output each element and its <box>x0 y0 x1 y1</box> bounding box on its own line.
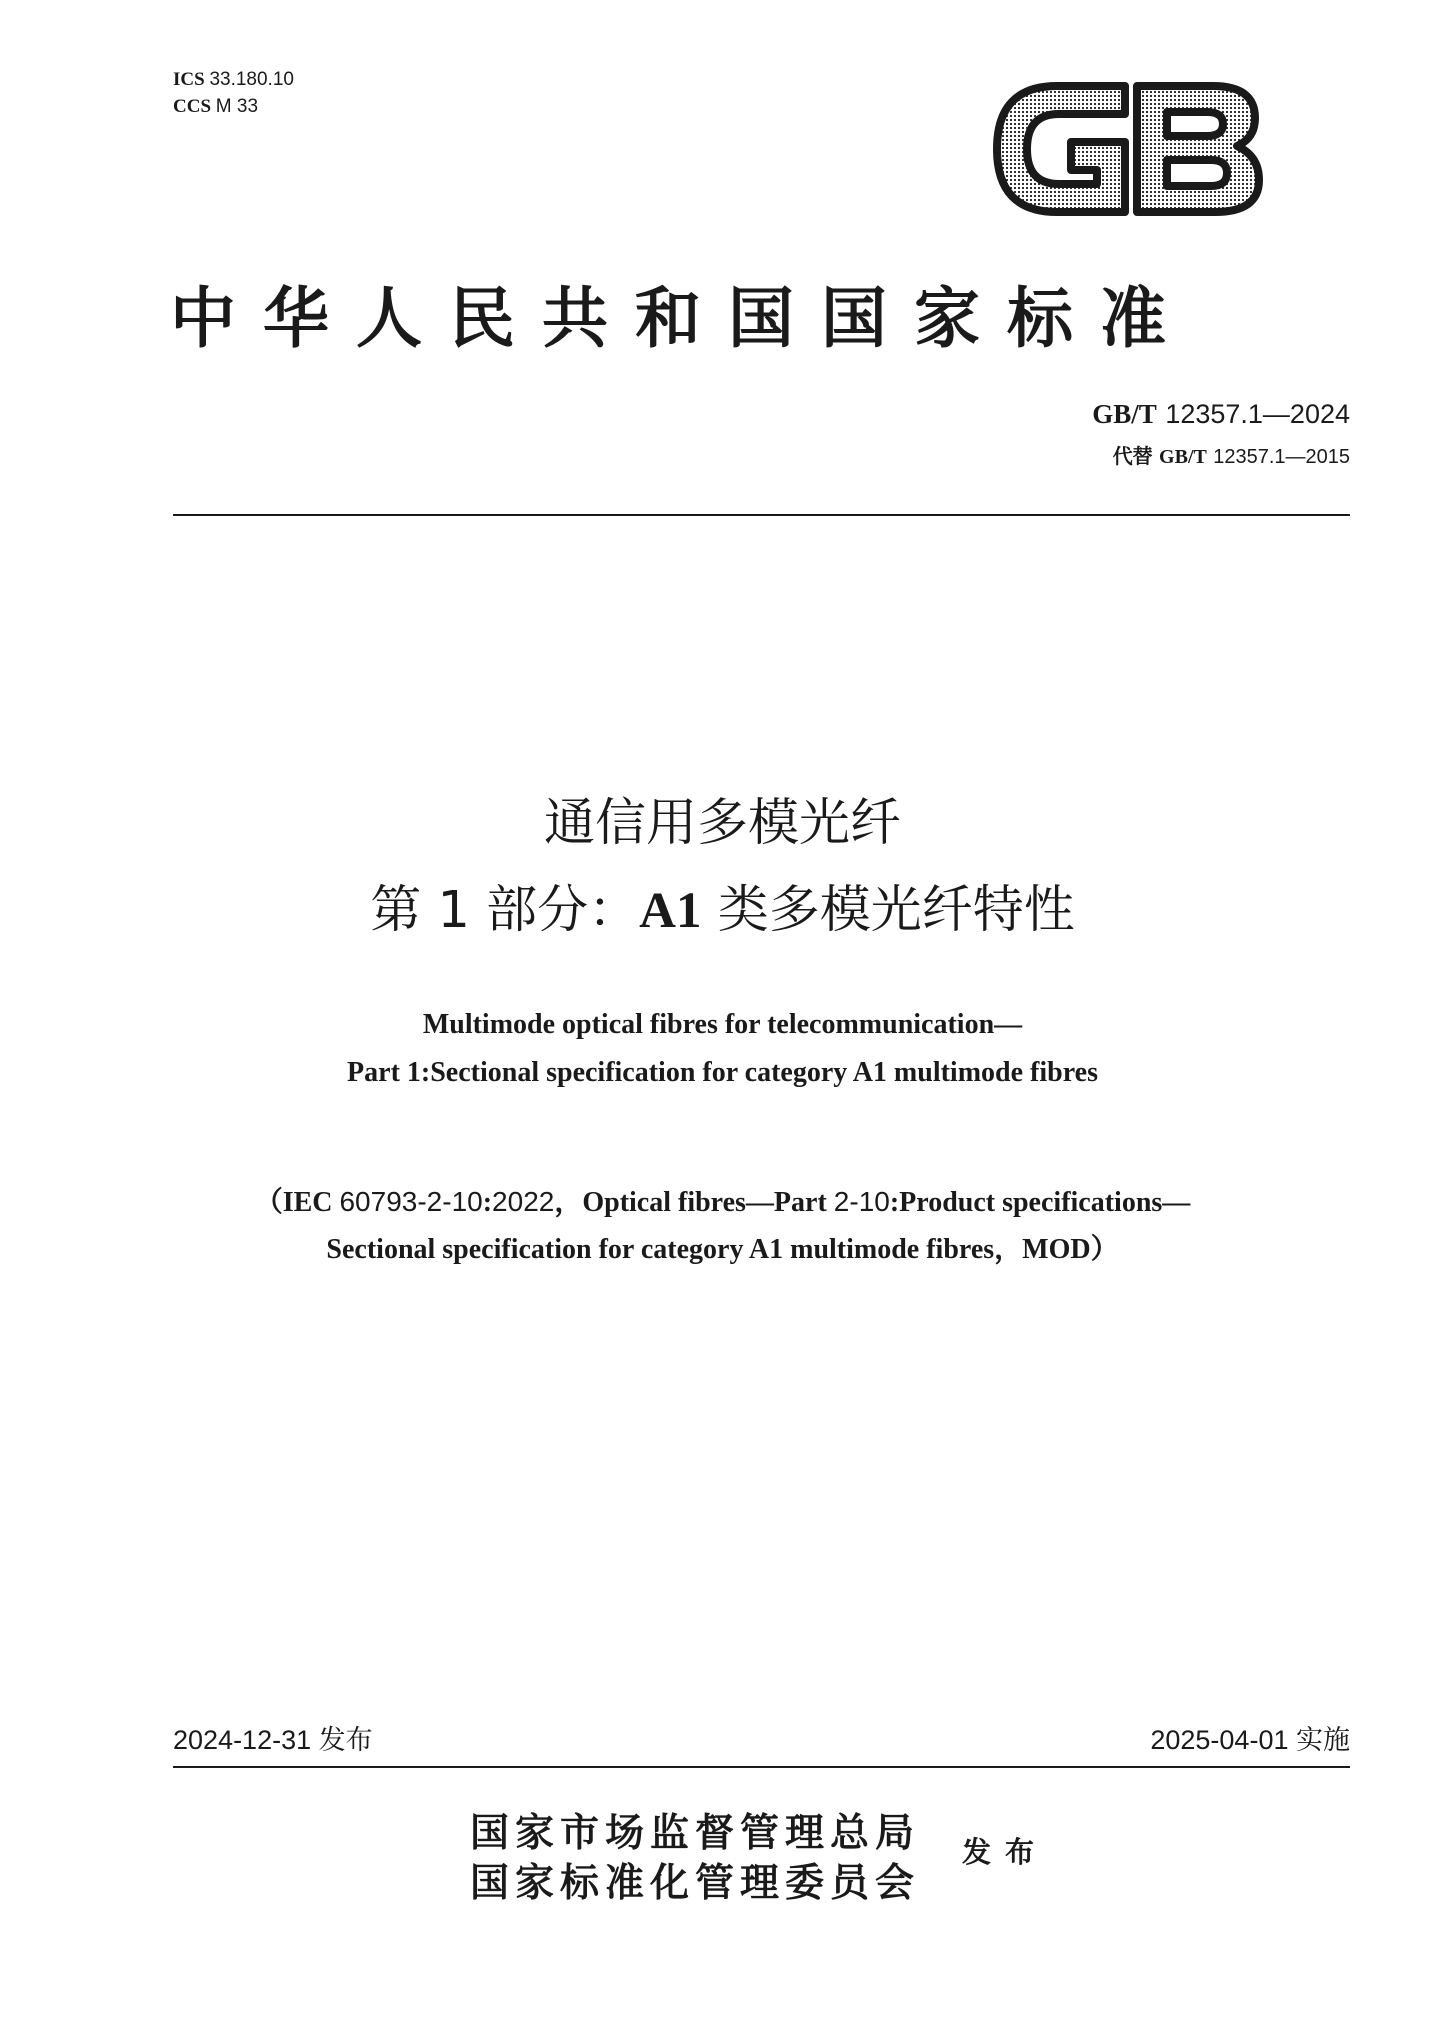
equiv-part-a: （IEC <box>254 1187 340 1218</box>
standard-number-prefix: GB/T <box>1092 399 1157 429</box>
ccs-code: M 33 <box>215 96 259 117</box>
ccs-line <box>173 93 294 120</box>
equiv-part-e: ，Optical fibres—Part <box>554 1187 834 1218</box>
header-divider <box>173 514 1350 516</box>
replaces-number: 12357.1—2015 <box>1213 446 1350 468</box>
equiv-part-f: 2-10 <box>833 1186 890 1217</box>
issuer-line2: 国家标准化管理委员会 <box>470 1860 921 1906</box>
equiv-part-g: :Product specifications— <box>889 1187 1191 1218</box>
title-en-line2: Part 1:Sectional specification for category A1 multimode fibres <box>347 1057 1098 1088</box>
ics-label: ICS <box>173 69 205 90</box>
title-cn-line2-part-b: A1 <box>639 883 702 939</box>
ics-code: 33.180.10 <box>209 69 294 90</box>
standard-number-value: 12357.1—2024 <box>1165 399 1350 429</box>
national-standard-title: 中华人民共和国国家标准 <box>170 279 1193 357</box>
ccs-label: CCS <box>173 96 212 117</box>
implementation-date-label: 实施 <box>1296 1725 1350 1756</box>
gb-logo <box>985 74 1270 224</box>
equiv-part-b: 60793-2-10 <box>339 1186 483 1217</box>
title-cn-line1: 通信用多模光纤 <box>543 794 901 853</box>
implementation-date-value: 2025-04-01 <box>1150 1725 1289 1755</box>
standard-number <box>1092 397 1350 432</box>
title-cn-line2 <box>0 879 1445 943</box>
issue-date <box>173 1723 373 1758</box>
footer-divider <box>173 1766 1350 1768</box>
issue-action: 发布 <box>962 1835 1049 1869</box>
classification-codes <box>173 66 294 120</box>
title-cn-line2-part-c: 类多模光纤特性 <box>701 881 1075 940</box>
replaces-label: 代替 <box>1112 444 1153 468</box>
issuer-line1: 国家市场监督管理总局 <box>470 1810 921 1856</box>
title-cn-line2-part-a: 第 1 部分： <box>370 881 640 940</box>
implementation-date <box>1150 1723 1350 1758</box>
ics-line <box>173 66 294 93</box>
title-en-line1: Multimode optical fibres for telecommunication— <box>422 1009 1023 1040</box>
issue-date-label: 发布 <box>318 1725 373 1756</box>
equiv-part-d: 2022 <box>492 1186 555 1217</box>
replaces-prefix: GB/T <box>1159 446 1207 468</box>
equiv-part-c: : <box>482 1187 493 1218</box>
equivalence-line2: Sectional specification for category A1 multimode fibres，MOD） <box>326 1234 1119 1265</box>
replaces-standard <box>1113 443 1350 470</box>
issue-date-value: 2024-12-31 <box>173 1725 312 1755</box>
equivalence-line1 <box>0 1184 1445 1221</box>
